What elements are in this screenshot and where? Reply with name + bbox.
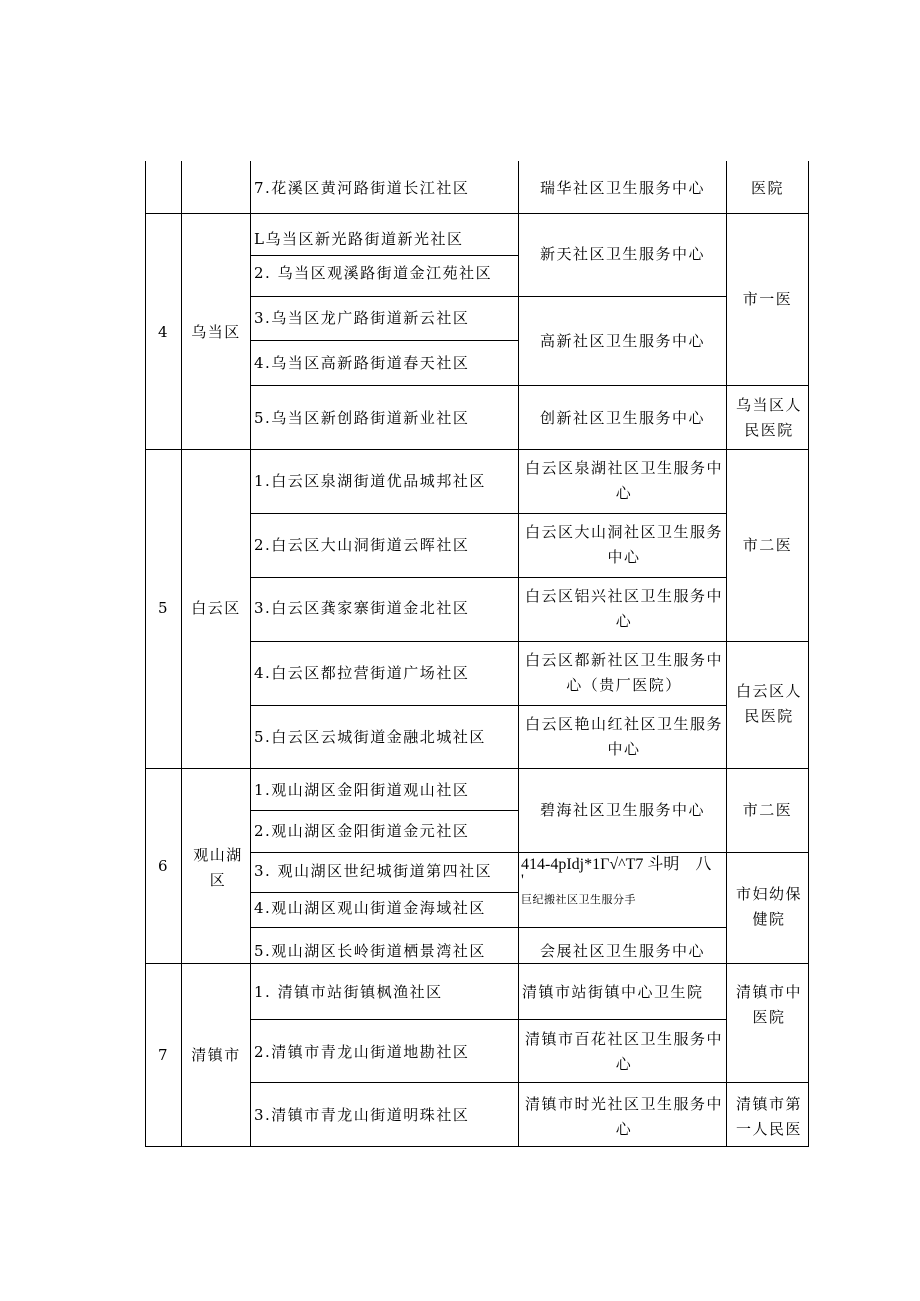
hospital-cell: 市妇幼保健院 xyxy=(735,885,802,928)
center-cell: 白云区大山洞社区卫生服务中心 xyxy=(524,523,723,566)
hospital-cell: 市二医 xyxy=(742,536,793,554)
center-cell: 414-4pIdj*1Γ√^T7 斗明 八 xyxy=(521,856,712,873)
community-cell: 3.清镇市青龙山街道明珠社区 xyxy=(254,1106,470,1124)
center-cell: 新天社区卫生服务中心 xyxy=(539,245,705,263)
community-cell: 3.乌当区龙广路街道新云社区 xyxy=(254,309,470,327)
center-cell: 会展社区卫生服务中心 xyxy=(539,942,705,960)
community-cell: 5.乌当区新创路街道新业社区 xyxy=(254,409,470,427)
district-cell: 白云区 xyxy=(191,599,241,617)
center-cell: 瑞华社区卫生服务中心 xyxy=(539,179,705,197)
hospital-cell: 清镇市第一人民医 xyxy=(735,1095,802,1138)
center-cell: 创新社区卫生服务中心 xyxy=(539,409,705,427)
center-cell: 高新社区卫生服务中心 xyxy=(539,332,705,350)
community-cell: 3.白云区龚家寨街道金北社区 xyxy=(254,599,470,617)
hospital-cell: 市一医 xyxy=(742,290,793,308)
community-cell: 4.乌当区高新路街道春天社区 xyxy=(254,354,470,372)
center-cell: 白云区都新社区卫生服务中心（贵厂医院） xyxy=(524,651,723,694)
center-cell: 白云区艳山红社区卫生服务中心 xyxy=(524,715,723,758)
center-cell-mark: ' xyxy=(521,872,524,889)
row-number: 4 xyxy=(157,323,170,341)
row-number: 7 xyxy=(157,1046,170,1064)
center-cell: 白云区泉湖社区卫生服务中心 xyxy=(524,459,723,502)
center-cell: 白云区铝兴社区卫生服务中心 xyxy=(524,587,723,630)
community-cell: 4.白云区都拉营街道广场社区 xyxy=(254,664,470,682)
hospital-cell: 乌当区人民医院 xyxy=(735,396,802,439)
center-cell: 巨纪搬社区卫生服分手 xyxy=(521,893,636,906)
community-cell: L乌当区新光路街道新光社区 xyxy=(254,230,464,248)
district-cell: 观山湖区 xyxy=(193,846,243,889)
center-cell: 清镇市时光社区卫生服务中心 xyxy=(524,1095,723,1138)
community-cell: 3. 观山湖区世纪城街道第四社区 xyxy=(254,862,493,880)
district-cell: 清镇市 xyxy=(191,1046,241,1064)
hospital-cell: 清镇市中医院 xyxy=(735,983,802,1026)
community-cell: 7.花溪区黄河路街道长江社区 xyxy=(254,179,470,197)
center-cell: 碧海社区卫生服务中心 xyxy=(539,801,705,819)
community-cell: 2. 乌当区观溪路街道金江苑社区 xyxy=(254,264,493,282)
community-cell: 1. 清镇市站街镇枫渔社区 xyxy=(254,983,443,1001)
center-cell: 清镇市站街镇中心卫生院 xyxy=(522,983,704,1001)
community-cell: 1.白云区泉湖街道优品城邦社区 xyxy=(254,472,486,490)
center-cell: 清镇市百花社区卫生服务中心 xyxy=(524,1030,723,1073)
community-cell: 2.观山湖区金阳街道金元社区 xyxy=(254,822,470,840)
hospital-cell: 医院 xyxy=(750,179,784,197)
row-number: 6 xyxy=(157,857,170,875)
community-cell: 5.白云区云城街道金融北城社区 xyxy=(254,728,486,746)
community-cell: 1.观山湖区金阳街道观山社区 xyxy=(254,781,470,799)
community-cell: 2.白云区大山洞街道云晖社区 xyxy=(254,536,470,554)
hospital-cell: 白云区人民医院 xyxy=(735,682,802,725)
row-number: 5 xyxy=(157,599,170,617)
district-cell: 乌当区 xyxy=(191,323,241,341)
community-cell: 2.清镇市青龙山街道地勘社区 xyxy=(254,1043,470,1061)
community-cell: 4.观山湖区观山街道金海域社区 xyxy=(254,899,486,917)
hospital-cell: 市二医 xyxy=(742,801,793,819)
community-cell: 5.观山湖区长岭街道栖景湾社区 xyxy=(254,942,486,960)
